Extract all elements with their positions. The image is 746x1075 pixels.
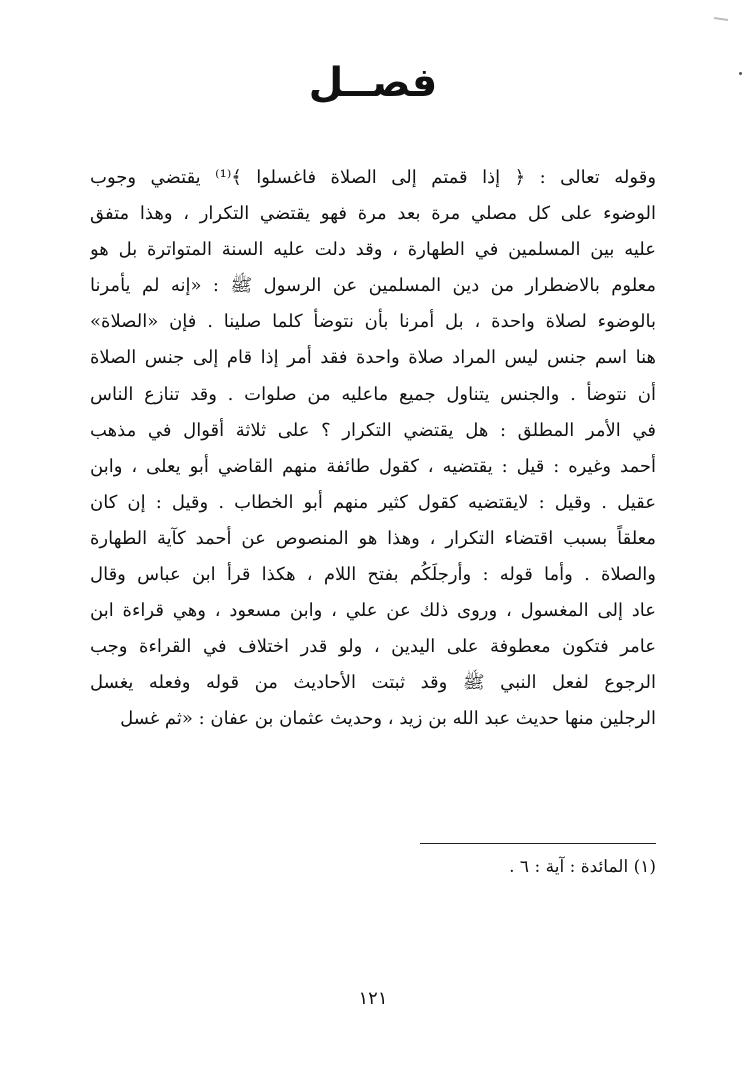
body-text <box>90 160 656 738</box>
page-number: ١٢١ <box>358 988 388 1009</box>
text-line: في الأمر المطلق : هل يقتضي التكرار ؟ على ثلاثة أقوال في مذهب <box>90 419 656 441</box>
text-line: عامر فتكون معطوفة على اليدين ، ولو قدر اختلاف في القراءة وجب <box>90 636 656 658</box>
text-line: عقيل . وقيل : لايقتضيه كقول كثير منهم أبو الخطاب . وقيل : إن كان <box>90 491 656 513</box>
text-line: عاد إلى المغسول ، وروى ذلك عن علي ، وابن مسعود ، وهي قراءة ابن <box>90 600 656 622</box>
text-line: معلوم بالاضطرار من دين المسلمين عن الرسول ﷺ : «إنه لم يأمرنا <box>90 275 656 297</box>
text-line: وقوله تعالى : ﴿ إذا قمتم إلى الصلاة فاغسلوا ﴾⁽¹⁾ يقتضي وجوب <box>90 167 656 188</box>
text-line: عليه بين المسلمين في الطهارة ، وقد دلت عليه السنة المتواترة بل هو <box>90 239 656 261</box>
text-line: الوضوء على كل مصلي مرة بعد مرة فهو يقتضي التكرار ، وهذا متفق <box>90 203 656 225</box>
text-line: بالوضوء لصلاة واحدة ، بل أمرنا بأن نتوضأ كلما صلينا . فإن «الصلاة» <box>90 311 656 333</box>
footnote-separator <box>420 843 656 844</box>
text-line: معلقاً بسبب اقتضاء التكرار ، وهذا هو المنصوص عن أحمد كآية الطهارة <box>90 527 656 549</box>
text-line: أحمد وغيره : قيل : يقتضيه ، كقول طائفة منهم القاضي أبو يعلى ، وابن <box>90 455 656 477</box>
text-line: والصلاة . وأما قوله : وأرجلَكُم بفتح اللام ، هكذا قرأ ابن عباس وقال <box>90 564 656 586</box>
text-line: هنا اسم جنس ليس المراد صلاة واحدة فقد أمر إذا قام إلى جنس الصلاة <box>90 347 656 369</box>
text-line: الرجلين منها حديث عبد الله بن زيد ، وحديث عثمان بن عفان : «ثم غسل <box>120 708 656 730</box>
scan-artifact-mark <box>714 17 728 21</box>
footnote: (١) المائدة : آية : ٦ . <box>509 857 656 877</box>
text-line: الرجوع لفعل النبي ﷺ وقد ثبتت الأحاديث من قوله وفعله يغسل <box>90 672 656 694</box>
chapter-heading: فصــل <box>308 60 438 106</box>
text-line: أن نتوضأ . والجنس يتناول جميع ماعليه من صلوات . وقد تنازع الناس <box>90 383 656 405</box>
